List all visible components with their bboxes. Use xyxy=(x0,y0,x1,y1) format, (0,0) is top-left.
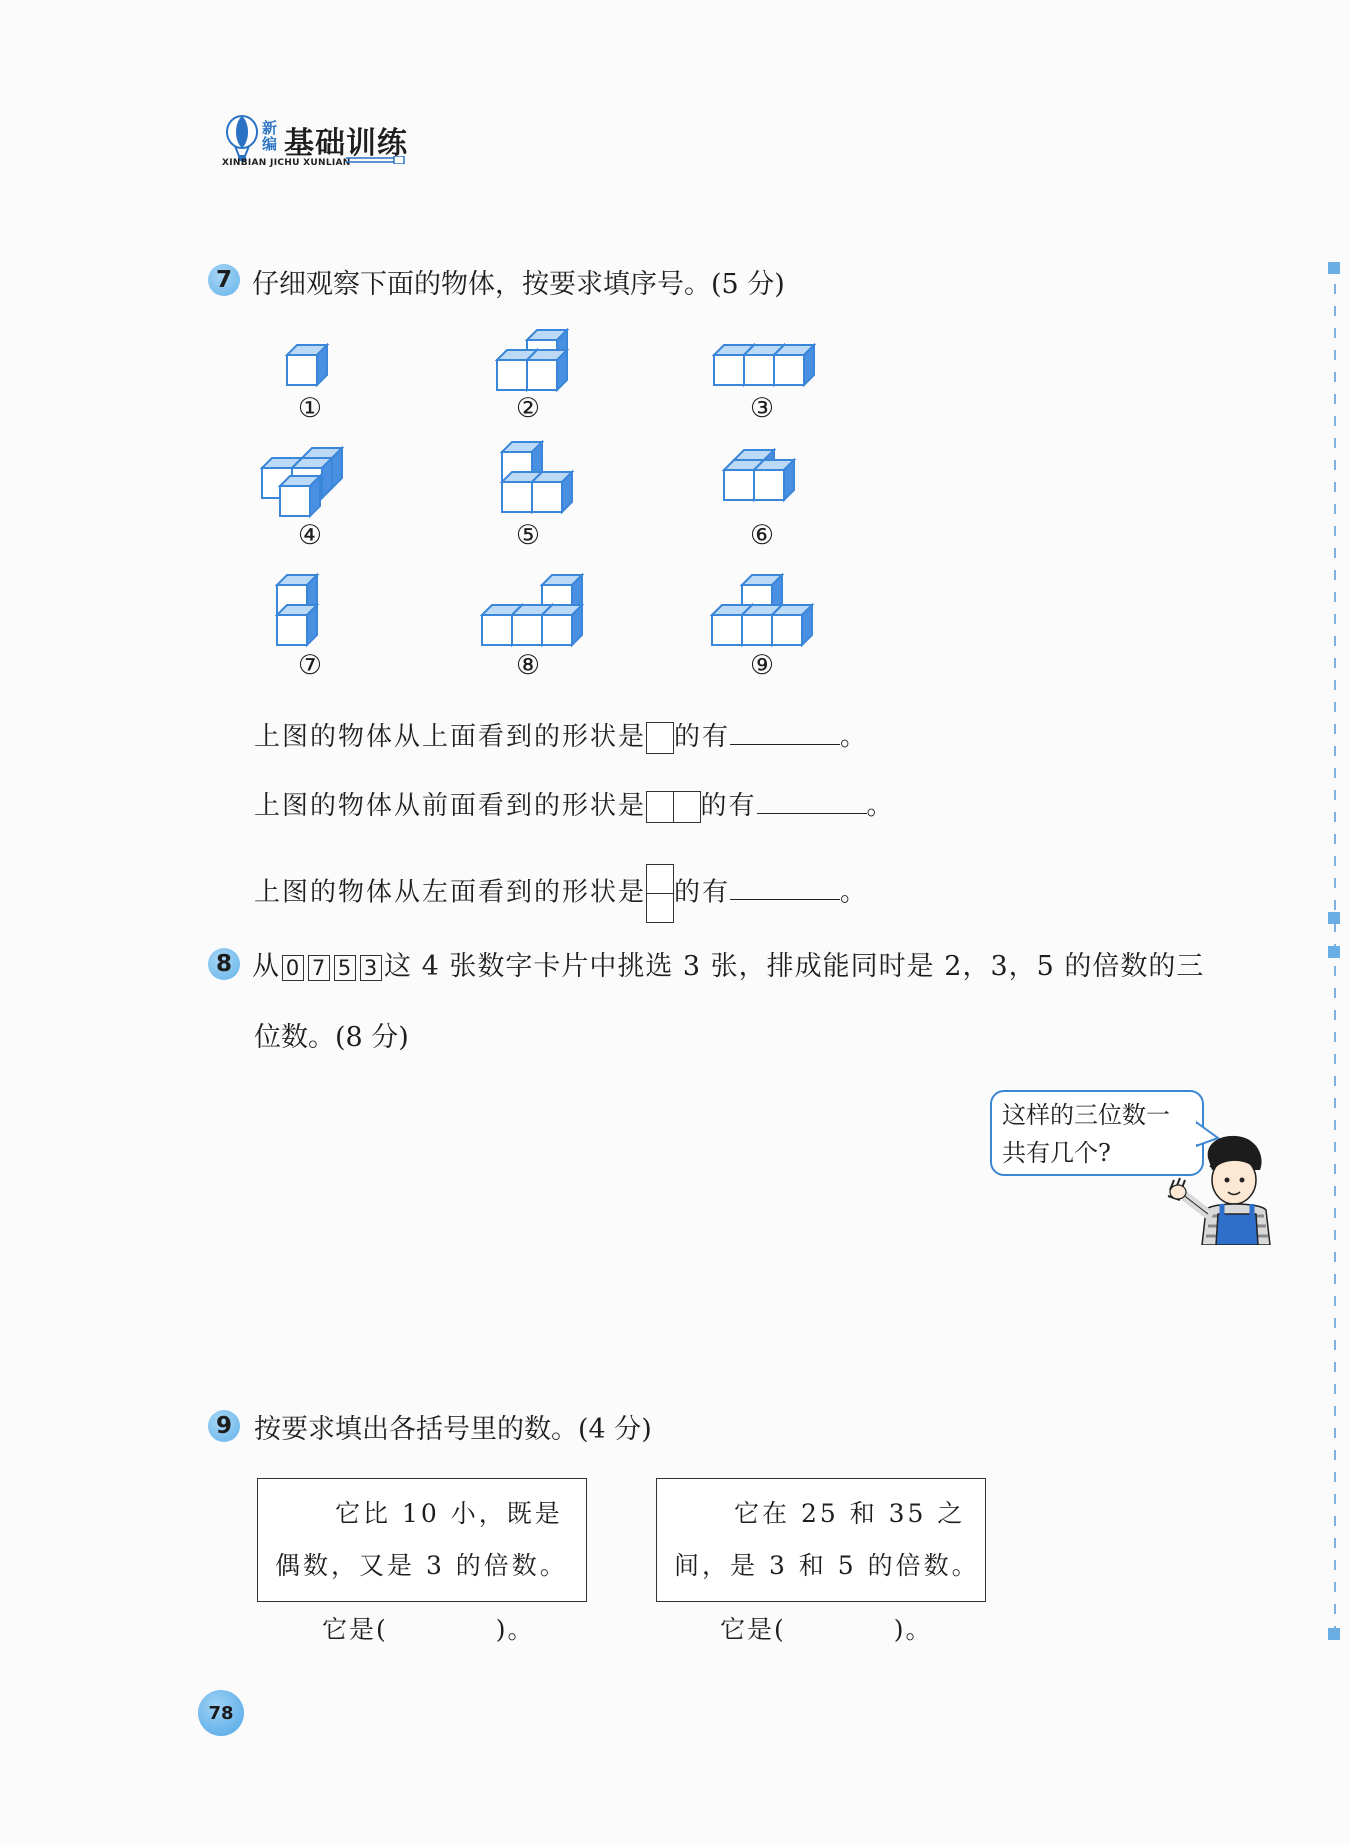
binding-marker-icon xyxy=(1328,946,1340,958)
question-number-9: 9 xyxy=(208,1410,240,1442)
digit-card-3: 3 xyxy=(360,955,382,981)
q9-prompt: 按要求填出各括号里的数。(4 分) xyxy=(254,1414,652,1445)
answer-blank-left[interactable] xyxy=(730,899,840,900)
brand-title: 基础训练 xyxy=(284,126,408,161)
brand-pinyin: XINBIAN JICHU XUNLIAN xyxy=(222,158,351,168)
question-number-8: 8 xyxy=(208,948,240,980)
binding-marker-icon xyxy=(1328,912,1340,924)
answer-blank-front[interactable] xyxy=(757,813,867,814)
cubes-3-offset-icon xyxy=(722,448,812,508)
page-number: 78 xyxy=(198,1690,244,1736)
q8-prompt-line2: 位数。(8 分) xyxy=(254,1022,409,1053)
q7-line-left: 上图的物体从左面看到的形状是 的有 。 xyxy=(254,864,868,923)
cubes-2-tower-icon xyxy=(275,573,325,653)
figure-label-5: ⑤ xyxy=(515,520,541,551)
riddle-box-1-text: 它比 10 小，既是 偶数，又是 3 的倍数。 xyxy=(275,1499,568,1580)
answer-blank-top[interactable] xyxy=(730,744,840,745)
figure-label-8: ⑧ xyxy=(515,650,541,681)
shape-two-squares-right-icon xyxy=(673,791,701,823)
riddle-box-2-text: 它在 25 和 35 之 间，是 3 和 5 的倍数。 xyxy=(674,1499,980,1580)
riddle-answer-1[interactable]: 它是( )。 xyxy=(322,1615,535,1644)
balloon-logo-icon xyxy=(225,115,259,163)
q7-line-front: 上图的物体从前面看到的形状是 的有 。 xyxy=(254,791,895,821)
shape-one-square-icon xyxy=(646,722,674,754)
q8-prompt-line1: 从 0 7 5 3 这 4 张数字卡片中挑选 3 张，排成能同时是 2，3，5 的倍数的三 xyxy=(252,951,1205,982)
brand-small: 新 编 xyxy=(262,119,278,153)
q7-line-top: 上图的物体从上面看到的形状是 的有 。 xyxy=(254,722,869,752)
figure-label-3: ③ xyxy=(749,393,775,424)
cubes-4-t-icon xyxy=(710,573,820,653)
binding-marker-icon xyxy=(1328,262,1340,274)
figure-label-2: ② xyxy=(515,393,541,424)
cubes-4-step-icon xyxy=(480,573,590,653)
q7-prompt: 仔细观察下面的物体，按要求填序号。(5 分) xyxy=(252,269,785,300)
riddle-answer-2[interactable]: 它是( )。 xyxy=(720,1615,933,1644)
shape-two-squares-left-icon xyxy=(646,791,674,823)
figure-label-7: ⑦ xyxy=(297,650,323,681)
brand-underline-icon xyxy=(346,156,406,164)
digit-card-0: 0 xyxy=(282,955,304,981)
figure-label-9: ⑨ xyxy=(749,650,775,681)
digit-card-7: 7 xyxy=(308,955,330,981)
digit-card-5: 5 xyxy=(334,955,356,981)
question-number-7: 7 xyxy=(208,264,240,296)
boy-waving-icon xyxy=(1160,1130,1280,1245)
figure-label-1: ① xyxy=(297,393,323,424)
cube-1-icon xyxy=(285,343,335,393)
figure-label-4: ④ xyxy=(297,520,323,551)
shape-two-squares-vertical-icon xyxy=(646,864,674,923)
figure-label-6: ⑥ xyxy=(749,520,775,551)
bubble-text: 这样的三位数一 共有几个? xyxy=(1002,1101,1170,1167)
binding-marker-icon xyxy=(1328,1628,1340,1640)
cubes-3-row-icon xyxy=(712,343,822,393)
cubes-2-stacked-back-icon xyxy=(495,328,595,398)
cubes-3-corner-icon xyxy=(500,440,580,520)
cubes-4-l-icon xyxy=(260,446,360,526)
